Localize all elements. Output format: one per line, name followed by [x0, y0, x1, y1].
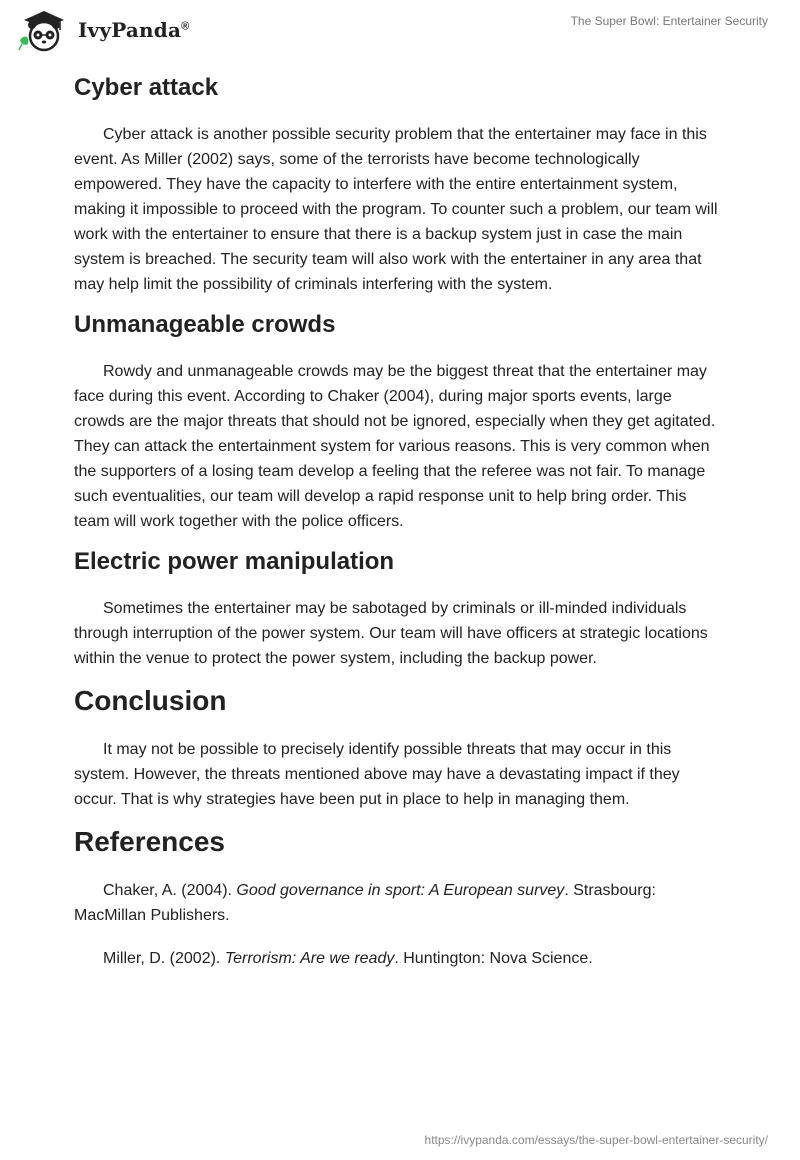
essay-content	[74, 72, 724, 989]
conclusion-heading: Conclusion	[74, 685, 227, 716]
reference-title: Good governance in sport: A European survey	[236, 882, 565, 899]
reference-item: Chaker, A. (2004). Good governance in sport: A European survey. Strasbourg: MacMillan Publishers.	[74, 882, 656, 924]
section-heading: Electric power manipulation	[74, 548, 395, 575]
source-url[interactable]: https://ivypanda.com/essays/the-super-bowl-entertainer-security/	[424, 1133, 768, 1147]
section-electric-power	[74, 546, 724, 671]
section-conclusion	[74, 683, 724, 812]
section-cyber-attack	[74, 72, 724, 297]
reference-item: Miller, D. (2002). Terrorism: Are we ready. Huntington: Nova Science.	[103, 950, 593, 967]
section-references	[74, 824, 724, 971]
ivypanda-logo[interactable]	[16, 8, 189, 52]
brand-name: IvyPanda®	[78, 18, 190, 42]
reference-title: Terrorism: Are we ready	[224, 950, 395, 967]
section-heading: Cyber attack	[74, 74, 219, 101]
registered-mark: ®	[181, 20, 190, 33]
section-heading: Unmanageable crowds	[74, 311, 336, 338]
page-header	[0, 0, 800, 60]
references-heading: References	[74, 826, 225, 857]
conclusion-paragraph: It may not be possible to precisely identify possible threats that may occur in this system. However, the threats mentioned above may have a devastating impact if they occur. That is why strategies have been put in place to help in managing them.	[74, 741, 680, 808]
section-unmanageable-crowds	[74, 309, 724, 534]
panda-mortarboard-icon	[16, 8, 72, 52]
section-paragraph: Sometimes the entertainer may be sabotaged by criminals or ill-minded individuals through interruption of the power system. Our team will have officers at strategic locations within the venue to protect the power system, including the backup power.	[74, 600, 708, 667]
section-paragraph: Rowdy and unmanageable crowds may be the biggest threat that the entertainer may face during this event. According to Chaker (2004), during major sports events, large crowds are the major threats that should not be ignored, especially when they get agitated. They can attack the entertainment system for various reasons. This is very common when the supporters of a losing team develop a feeling that the referee was not fair. To manage such eventualities, our team will develop a rapid response unit to help bring order. This team will work together with the police officers.	[74, 363, 716, 530]
section-paragraph: Cyber attack is another possible security problem that the entertainer may face in this event. As Miller (2002) says, some of the terrorists have become technologically empowered. They have the capacity to interfere with the entire entertainment system, making it impossible to proceed with the program. To counter such a problem, our team will work with the entertainer to ensure that there is a backup system just in case the main system is breached. The security team will also work with the entertainer in any area that may help limit the possibility of criminals interfering with the system.	[74, 126, 718, 293]
running-title: The Super Bowl: Entertainer Security	[570, 14, 768, 28]
